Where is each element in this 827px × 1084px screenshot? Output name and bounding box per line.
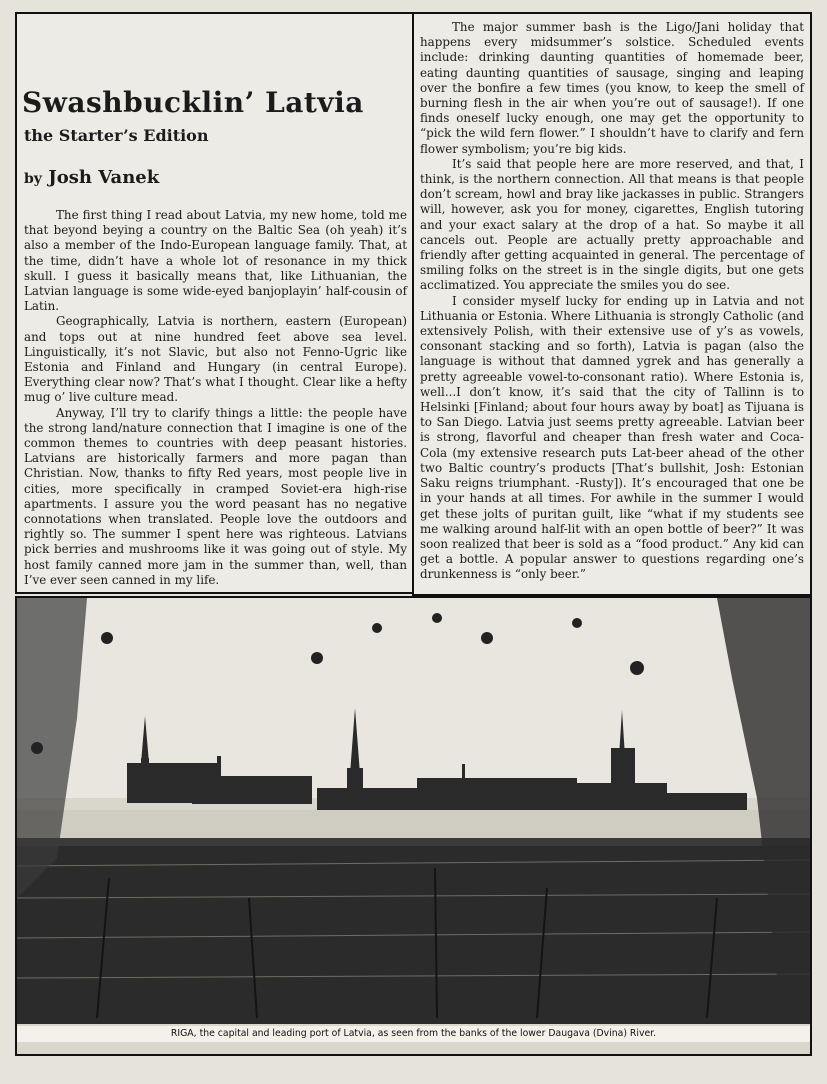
paragraph: I consider myself lucky for ending up in Latvia and not Lithuania or Estonia. Where Lithuania is strongly Catholic (and extensively Polish, with their extensive use of y’s as vowels, consonant stacking and so forth), Latvia is pagan (also the language is without that damned ygrek and has generally a pretty agreeable vowel-to-consonant ratio). Where Estonia is, well...I don’t know, it’s said that the city of Tallinn is to Helsinki [Finland; about four hours away by boat] as Tijuana is to San Diego. Latvia just seems pretty agreeable. Latvian beer is strong, flavorful and cheaper than fresh water and Coca-Cola (my extensive research puts Lat-beer ahead of the other two Baltic country’s products [That’s bullshit, Josh: Estonian Saku reigns triumphant. -Rusty]). It’s encouraged that one be in your hands at all times. For awhile in the summer I would get these jolts of puritan guilt, like “what if my students see me walking around half-lit with an open bottle of beer?” It was soon realized that beer is sold as a “food product.” Any kid can get a bottle. A popular answer to questions regarding one’s drunkenness is “only beer.” [420,293,804,582]
byline [24,167,159,188]
byline-prefix: by [24,171,42,187]
paragraph: Geographically, Latvia is northern, eastern (European) and tops out at nine hundred feet above sea level. Linguistically, it’s not Slavic, but also not Fenno-Ugric like Estonia and Finland and Hungary (in central Europe). Everything clear now? That’s what I thought. Clear like a hefty mug o’ live culture mead. [24,314,407,405]
paragraph: The first thing I read about Latvia, my new home, told me that beyond beying a country on the Baltic Sea (oh yeah) it’s also a member of the Indo-European language family. That, at the time, didn’t have a whole lot of resonance in my thick skull. I guess it basically means that, like Lithuanian, the Latvian language is some wide-eyed banjoplayin’ half-cousin of Latin. [24,208,407,314]
article-title: Swashbucklin’ Latvia [22,86,364,119]
left-column [24,208,407,588]
paragraph: The major summer bash is the Ligo/Jani holiday that happens every midsummer’s solstice. Scheduled events include: drinking daunting quantities of homemade beer, eating daunting quantities of sausage, singing and leaping over the bonfire a few times (you know, to keep the smell of burning flesh in the air when you’re out of sausage!). If one finds oneself lucky enough, one may get the opportunity to “pick the wild fern flower.” I shouldn’t have to clarify and fern flower symbolism; you’re big kids. [420,20,804,156]
riga-skyline-illustration [17,598,810,1054]
right-column [420,20,804,583]
photo-caption: RIGA, the capital and leading port of Latvia, as seen from the banks of the lower Daugava (Dvina) River. [17,1026,810,1042]
author-name: Josh Vanek [48,167,160,188]
paragraph: It’s said that people here are more reserved, and that, I think, is the northern connection. All that means is that people don’t scream, howl and bray like jackasses in public. Strangers will, however, ask you for money, cigarettes, English tutoring and your exact salary at the drop of a hat. So maybe it all cancels out. People are actually pretty approachable and friendly after getting acquainted in general. The percentage of smiling folks on the street is in the single digits, but one gets acclimatized. You appreciate the smiles you do see. [420,156,804,293]
paragraph: Anyway, I’ll try to clarify things a little: the people have the strong land/nature connection that I imagine is one of the common themes to countries with deep peasant histories. Latvians are historically farmers and more pagan than Christian. Now, thanks to fifty Red years, most people live in cities, more specifically in cramped Soviet-era high-rise apartments. I assure you the word peasant has no negative connotations when translated. People love the outdoors and rightly so. The summer I spent here was righteous. Latvians pick berries and mushrooms like it was going out of style. My host family canned more jam in the summer than, well, than I’ve ever seen canned in my life. [24,405,407,587]
riga-photo [15,596,812,1056]
article-subtitle: the Starter’s Edition [24,126,209,145]
